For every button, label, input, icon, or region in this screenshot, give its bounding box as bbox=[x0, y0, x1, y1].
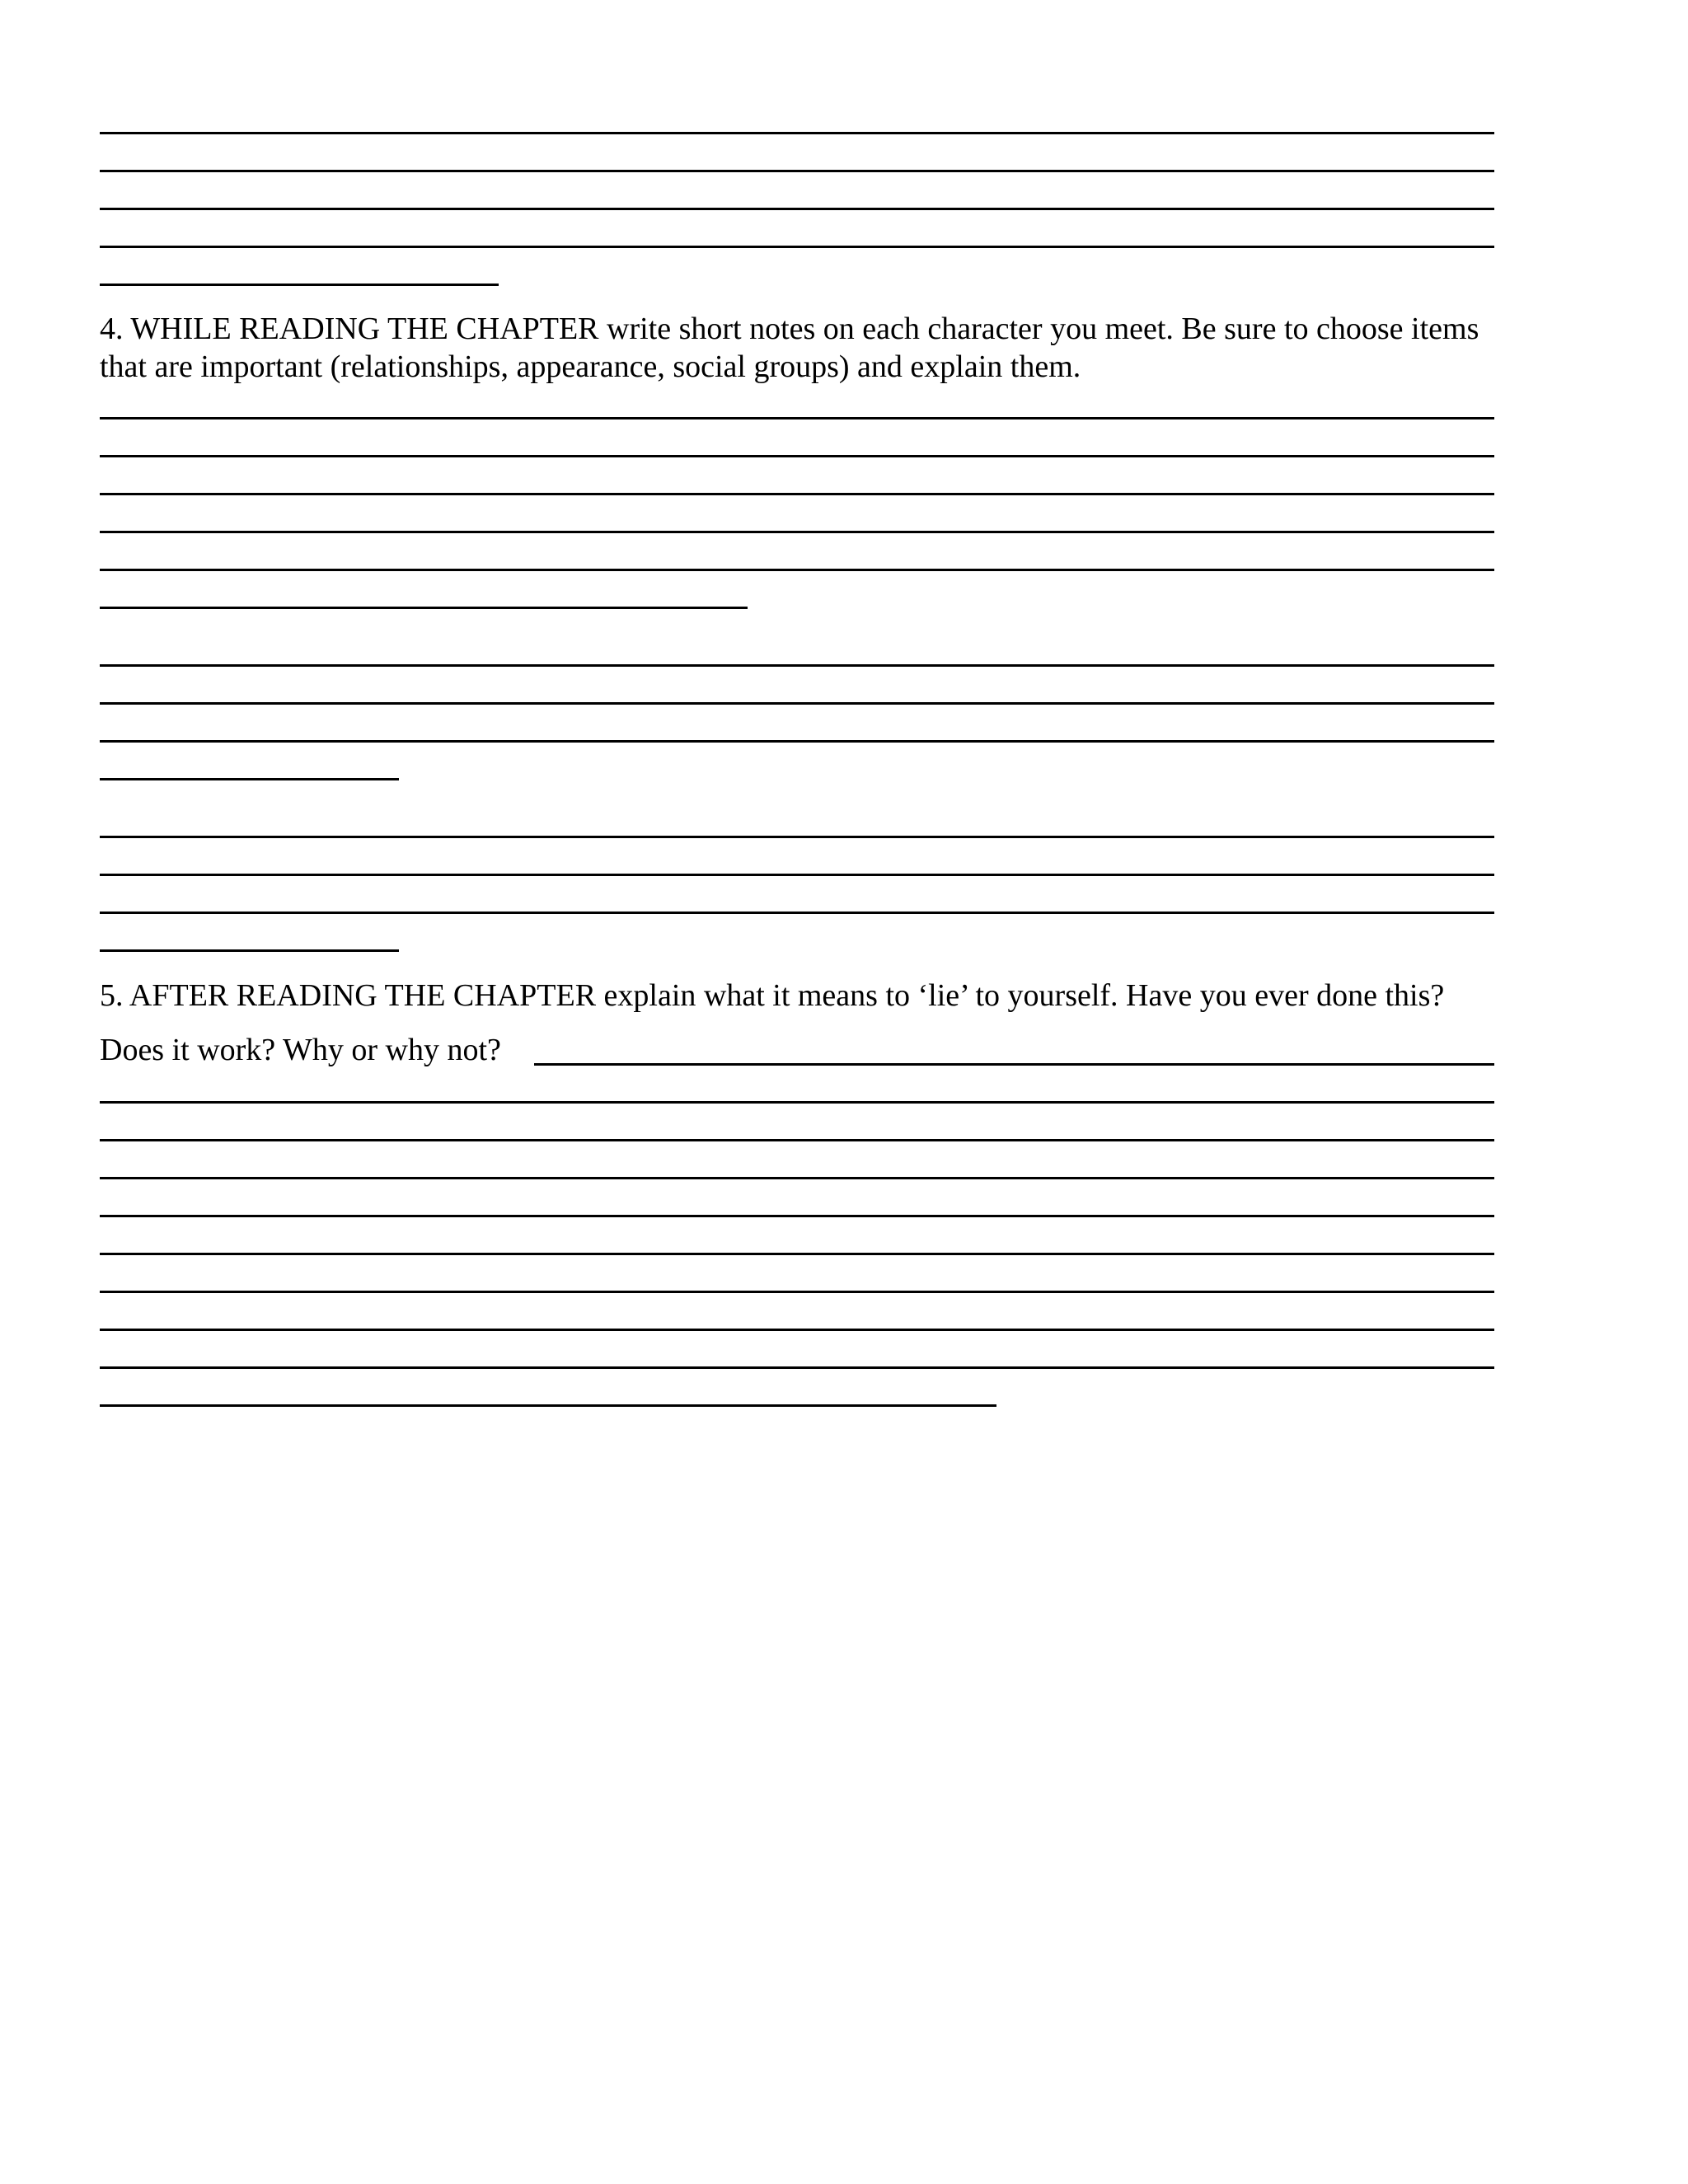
answer-line[interactable] bbox=[100, 740, 1494, 743]
answer-line[interactable] bbox=[100, 493, 1494, 495]
answer-line-short[interactable] bbox=[100, 778, 399, 780]
answer-line-short[interactable] bbox=[100, 607, 748, 609]
answer-line[interactable] bbox=[100, 1215, 1494, 1217]
answer-line-short[interactable] bbox=[100, 949, 399, 952]
answer-line[interactable] bbox=[100, 664, 1494, 667]
answer-line[interactable] bbox=[100, 1139, 1494, 1141]
answer-line[interactable] bbox=[100, 246, 1494, 248]
answer-line[interactable] bbox=[100, 912, 1494, 914]
answer-line[interactable] bbox=[100, 874, 1494, 876]
answer-line[interactable] bbox=[100, 836, 1494, 838]
question-4-line-2: that are important (relationships, appearance, social groups) and explain them. bbox=[100, 349, 1081, 384]
answer-line[interactable] bbox=[100, 455, 1494, 457]
answer-line-short[interactable] bbox=[100, 1404, 996, 1407]
answer-line[interactable] bbox=[100, 417, 1494, 419]
answer-line-inline[interactable] bbox=[534, 1063, 1494, 1066]
answer-line[interactable] bbox=[100, 1366, 1494, 1369]
answer-line[interactable] bbox=[100, 569, 1494, 571]
answer-line[interactable] bbox=[100, 1101, 1494, 1104]
answer-line[interactable] bbox=[100, 531, 1494, 533]
question-4-line-1: 4. WHILE READING THE CHAPTER write short notes on each character you meet. Be sure to choose items bbox=[100, 312, 1479, 346]
answer-line[interactable] bbox=[100, 1177, 1494, 1179]
answer-line-short[interactable] bbox=[100, 284, 499, 286]
answer-line[interactable] bbox=[100, 132, 1494, 134]
answer-line[interactable] bbox=[100, 170, 1494, 172]
answer-line[interactable] bbox=[100, 1253, 1494, 1255]
answer-line[interactable] bbox=[100, 1329, 1494, 1331]
question-5-line-1: 5. AFTER READING THE CHAPTER explain what it means to ‘lie’ to yourself. Have you ever done this? bbox=[100, 978, 1445, 1013]
answer-line[interactable] bbox=[100, 208, 1494, 210]
answer-line[interactable] bbox=[100, 1291, 1494, 1293]
question-5-line-2: Does it work? Why or why not? bbox=[100, 1033, 501, 1067]
answer-line[interactable] bbox=[100, 702, 1494, 705]
